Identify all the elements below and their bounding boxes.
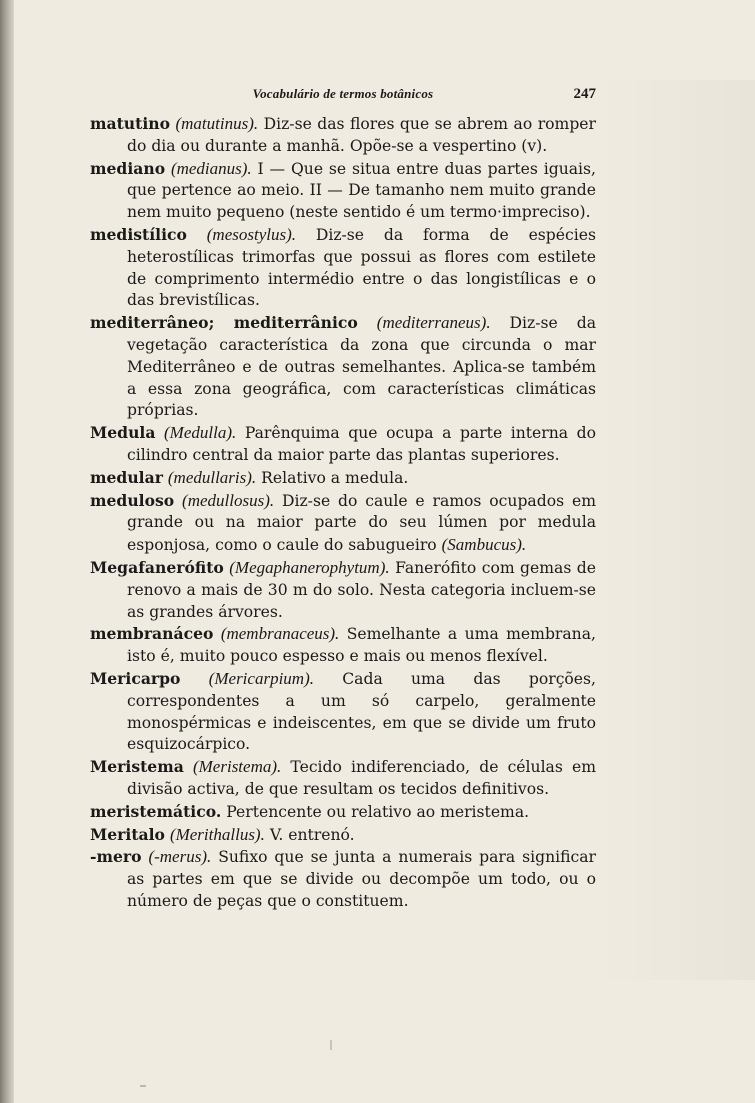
glossary-entry	[90, 224, 596, 312]
entry-term: Mericarpo	[90, 668, 181, 688]
page-header	[90, 86, 596, 108]
entry-term: medistílico	[90, 224, 187, 244]
entry-definition: Cada uma das porções, correspondentes a um só carpelo, geralmente monospérmicas e indeiscentes, em que se divide um fruto esquizocárpico.	[127, 669, 596, 754]
page-gutter-shadow	[0, 0, 14, 1103]
entry-definition: Diz-se das flores que se abrem ao romper do dia ou durante a manhã. Opõe-se a vespertino (v).	[127, 115, 596, 155]
entry-definition: Diz-se do caule e ramos ocupados em grande ou na maior parte do seu lúmen por medula esponjosa, como o caule do sabugueiro	[127, 491, 596, 555]
entry-term: meduloso	[90, 490, 175, 510]
glossary-entry	[90, 422, 596, 467]
glossary-entry	[90, 113, 596, 158]
entry-latin: (membranaceus).	[220, 624, 340, 644]
entry-latin-inline: (Sambucus).	[441, 535, 527, 555]
entry-term: Megafanerófito	[90, 557, 224, 577]
entry-term: Meristema	[90, 757, 184, 777]
entry-definition: Pertencente ou relativo ao meristema.	[226, 802, 530, 821]
entry-latin: (medianus).	[170, 158, 252, 178]
glossary-entry	[90, 557, 596, 623]
entry-term: membranáceo	[90, 624, 214, 644]
paper-speck	[140, 1085, 146, 1087]
entry-definition: V. entrenó.	[269, 825, 355, 844]
entry-definition: Sufixo que se junta a numerais para significar as partes em que se divide ou decompõe um todo, ou o número de peças que o constituem.	[127, 848, 596, 910]
entry-latin: (mesostylus).	[206, 224, 296, 244]
entry-latin: (Megaphanerophytum).	[229, 557, 390, 577]
show-through-shading	[600, 80, 755, 980]
entry-term: Meritalo	[90, 824, 165, 844]
entry-latin: (Medulla).	[164, 423, 237, 443]
glossary-entry	[90, 467, 596, 490]
entry-term: mediano	[90, 158, 166, 178]
glossary-entry	[90, 158, 596, 224]
entry-latin: (medullaris).	[167, 467, 257, 487]
running-title: Vocabulário de termos botânicos	[252, 86, 434, 101]
glossary-entry	[90, 801, 596, 824]
entry-definition: Fanerófito com gemas de renovo a mais de 30 m do solo. Nesta categoria incluem-se as grandes árvores.	[127, 558, 596, 621]
entry-term: medular	[90, 467, 163, 487]
glossary-entry	[90, 490, 596, 557]
entry-definition: Relativo a medula.	[261, 468, 409, 487]
glossary-entry	[90, 668, 596, 756]
entry-definition: Tecido indiferenciado, de células em divisão activa, de que resultam os tecidos definitivos.	[127, 758, 596, 798]
entry-latin: (medullosus).	[182, 490, 275, 510]
entry-latin: (-merus).	[148, 847, 212, 867]
page-number: 247	[573, 86, 596, 102]
glossary-entry	[90, 623, 596, 668]
glossary-entry	[90, 756, 596, 801]
glossary-entry	[90, 312, 596, 422]
entry-term: -mero	[90, 847, 142, 867]
glossary-entry	[90, 824, 596, 847]
entry-latin: (matutinus).	[175, 114, 259, 133]
entry-term: meristemático.	[90, 801, 222, 821]
entry-definition: Semelhante a uma membrana, isto é, muito pouco espesso e mais ou menos flexível.	[127, 625, 596, 666]
glossary-entry	[90, 846, 596, 912]
paper-mark	[330, 1040, 332, 1050]
glossary-entries	[90, 113, 596, 913]
entry-term: Medula	[90, 423, 156, 443]
entry-latin: (Meristema).	[192, 757, 282, 777]
entry-definition: I — Que se situa entre duas partes iguais, que pertence ao meio. II — De tamanho nem muito grande nem muito pequeno (neste sentido é um termo·impreciso).	[127, 159, 596, 222]
entry-latin: (mediterraneus).	[376, 313, 491, 333]
entry-definition: Parênquima que ocupa a parte interna do cilindro central da maior parte das plantas superiores.	[127, 424, 596, 464]
entry-definition: Diz-se da forma de espécies heterostílicas trimorfas que possui as flores com estilete de comprimento intermédio entre o das longistílicas e o das brevistílicas.	[127, 225, 596, 310]
entry-term: mediterrâneo; mediterrânico	[90, 313, 358, 333]
entry-definition: Diz-se da vegetação característica da zona que circunda o mar Mediterrâneo e de outras semelhantes. Aplica-se também a essa zona geográfica, com características climáticas próprias.	[127, 314, 596, 420]
entry-latin: (Mericarpium).	[208, 668, 314, 688]
entry-latin: (Merithallus).	[169, 824, 265, 844]
entry-term: matutino	[90, 114, 171, 133]
